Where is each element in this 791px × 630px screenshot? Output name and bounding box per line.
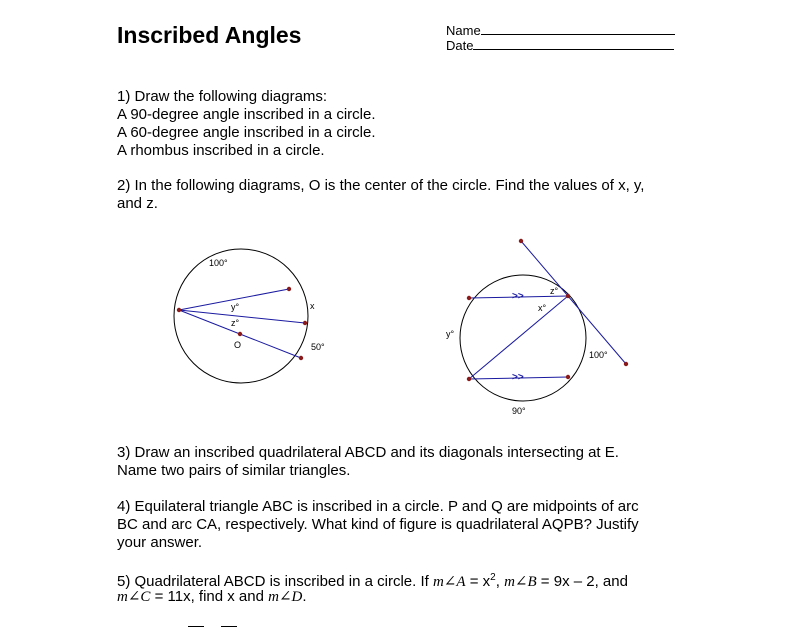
overflow-mark (188, 626, 204, 627)
q5-eq-a: = x (465, 573, 491, 590)
q2-line-1: 2) In the following diagrams, O is the center of the circle. Find the values of x, y, (117, 177, 645, 194)
figure-1-z-label: z° (231, 318, 240, 328)
q5-angle-d: m∠D (268, 589, 303, 605)
figure-1-point (287, 287, 291, 291)
figure-2-y-label: y° (446, 329, 455, 339)
figure-2-arc-bottom-label: 90° (512, 406, 526, 416)
figure-1-arc-top-label: 100° (209, 258, 228, 268)
name-label: Name (446, 23, 481, 38)
overflow-mark (221, 626, 237, 627)
q4-line-2: BC and arc CA, respectively. What kind of figure is quadrilateral AQPB? Justify (117, 516, 639, 533)
q5-prefix: 5) Quadrilateral ABCD is inscribed in a circle. If (117, 573, 429, 590)
figure-2-parallel-mark-bottom: >> (512, 372, 524, 383)
figure-2-point (467, 377, 471, 381)
figure-1-x-label: x (310, 301, 315, 311)
figure-2-arc-right-label: 100° (589, 350, 608, 360)
figure-2-x-label: x° (538, 303, 547, 313)
figure-1-point (177, 308, 181, 312)
figure-2-chord-diagonal (469, 296, 568, 379)
figure-1-arc-right-label: 50° (311, 342, 325, 352)
q4-line-1: 4) Equilateral triangle ABC is inscribed in a circle. P and Q are midpoints of arc (117, 498, 639, 515)
q5-angle-c: m∠C (117, 589, 151, 605)
q5-angle-b: m∠B (504, 574, 537, 590)
figure-1-chord-middle (179, 310, 305, 323)
figure-2-point (519, 239, 523, 243)
figure-2-tangent-point (566, 294, 570, 298)
q5-angle-a: m∠A (432, 574, 466, 590)
figure-1-center-point (238, 332, 242, 336)
figure-2-z-label: z° (550, 286, 559, 296)
figure-1-y-label: y° (231, 302, 240, 312)
figure-1-point (303, 321, 307, 325)
q3-line-1: 3) Draw an inscribed quadrilateral ABCD and its diagonals intersecting at E. (117, 444, 619, 461)
date-label: Date (446, 38, 474, 53)
q5-eq-c: = 11x, find x and (150, 588, 264, 605)
q3-line-2: Name two pairs of similar triangles. (117, 462, 351, 479)
figure-1-point (299, 356, 303, 360)
figure-2-tangent (521, 241, 626, 364)
q5-comma: , (495, 573, 500, 590)
figure-2 (460, 239, 628, 401)
q5-line-2 (117, 588, 307, 606)
figure-2-parallel-mark-top: >> (512, 291, 524, 302)
q1-prompt: 1) Draw the following diagrams: (117, 88, 328, 105)
q5-eq-b: = 9x – 2, and (536, 573, 628, 590)
q1-item-2: A 60-degree angle inscribed in a circle. (117, 124, 376, 141)
page-title: Inscribed Angles (117, 22, 302, 48)
q5-period: . (302, 588, 307, 605)
q4-line-3: your answer. (117, 534, 203, 551)
figure-1-center-label: O (234, 340, 242, 350)
q2-line-2: and z. (117, 195, 158, 212)
q5-superscript: 2 (490, 572, 496, 583)
figure-2-point (624, 362, 628, 366)
q1-item-3: A rhombus inscribed in a circle. (117, 142, 325, 159)
figure-1 (174, 249, 308, 383)
figure-2-point (566, 375, 570, 379)
q1-item-1: A 90-degree angle inscribed in a circle. (117, 106, 376, 123)
figure-2-point (467, 296, 471, 300)
